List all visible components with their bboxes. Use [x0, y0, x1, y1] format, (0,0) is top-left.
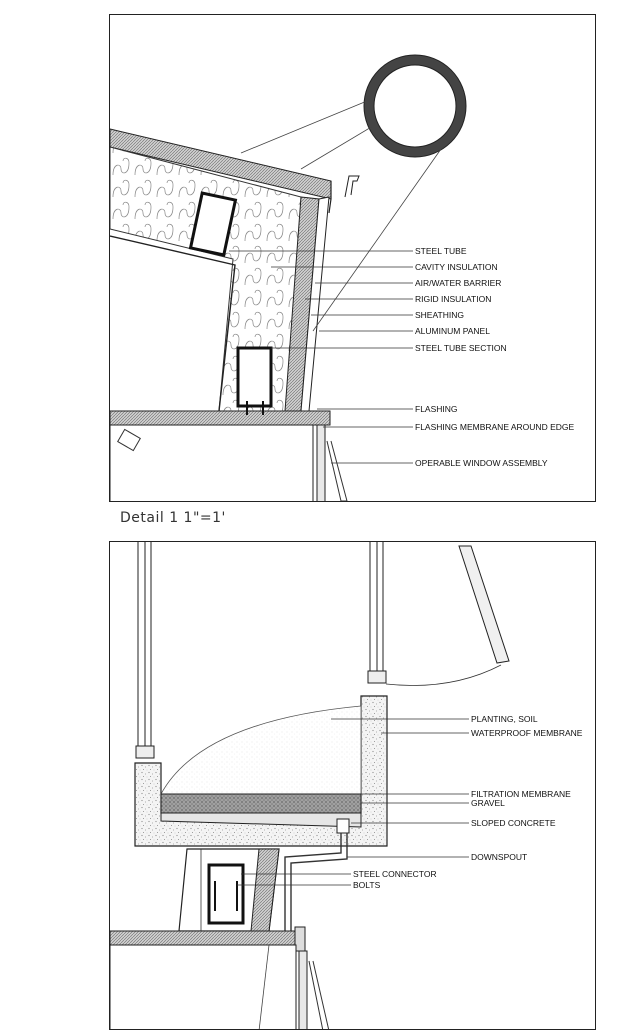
label-cavity-insulation: CAVITY INSULATION [415, 262, 498, 272]
floor-slab-bottom [110, 931, 304, 945]
gravel-layer [161, 794, 361, 813]
magnified-inner-ring [374, 65, 456, 147]
label-planting-soil: PLANTING, SOIL [471, 714, 538, 724]
top-label-group [415, 246, 574, 468]
open-window-sash [459, 546, 509, 663]
label-steel-connector: STEEL CONNECTOR [353, 869, 437, 879]
label-sloped-concrete: SLOPED CONCRETE [471, 818, 556, 828]
label-gravel: GRAVEL [471, 798, 505, 808]
label-sheathing: SHEATHING [415, 310, 464, 320]
window-sash-bottom [309, 961, 329, 1030]
section-drawing-bottom [110, 542, 596, 1030]
steel-tube-magnified [369, 60, 461, 152]
label-bolts: BOLTS [353, 880, 381, 890]
callout-line [241, 101, 367, 153]
interior-below [110, 425, 313, 502]
callout-line [301, 126, 373, 169]
downspout [291, 833, 347, 931]
label-flashing: FLASHING [415, 404, 458, 414]
label-flashing-membrane: FLASHING MEMBRANE AROUND EDGE [415, 422, 575, 432]
section-detail-bottom [109, 541, 596, 1030]
label-rigid-insulation: RIGID INSULATION [415, 294, 492, 304]
window-frame-bottom [299, 951, 307, 1030]
label-aluminum-panel: ALUMINUM PANEL [415, 326, 490, 336]
interior-below-bottom [110, 945, 296, 1030]
label-downspout: DOWNSPOUT [471, 852, 528, 862]
operable-window-frame [317, 425, 325, 502]
floor-slab [110, 411, 330, 425]
label-operable-window: OPERABLE WINDOW ASSEMBLY [415, 458, 548, 468]
label-filtration-membrane: FILTRATION MEMBRANE [471, 789, 571, 799]
label-waterproof-membrane: WATERPROOF MEMBRANE [471, 728, 583, 738]
operable-window-sash [327, 441, 347, 501]
label-air-water-barrier: AIR/WATER BARRIER [415, 278, 502, 288]
swing-arc [386, 665, 501, 685]
steel-tube-section [238, 348, 271, 406]
interior-wall-line [110, 236, 235, 411]
label-steel-tube-section: STEEL TUBE SECTION [415, 343, 507, 353]
section-detail-top [109, 14, 596, 502]
label-steel-tube: STEEL TUBE [415, 246, 467, 256]
window-mullion-right [368, 542, 386, 683]
detail-caption: Detail 1 1"=1' [120, 510, 226, 526]
window-mullion-left [136, 542, 154, 758]
drain-inlet [337, 819, 349, 833]
gutter-flashing [345, 176, 359, 197]
section-drawing-top [110, 15, 596, 502]
